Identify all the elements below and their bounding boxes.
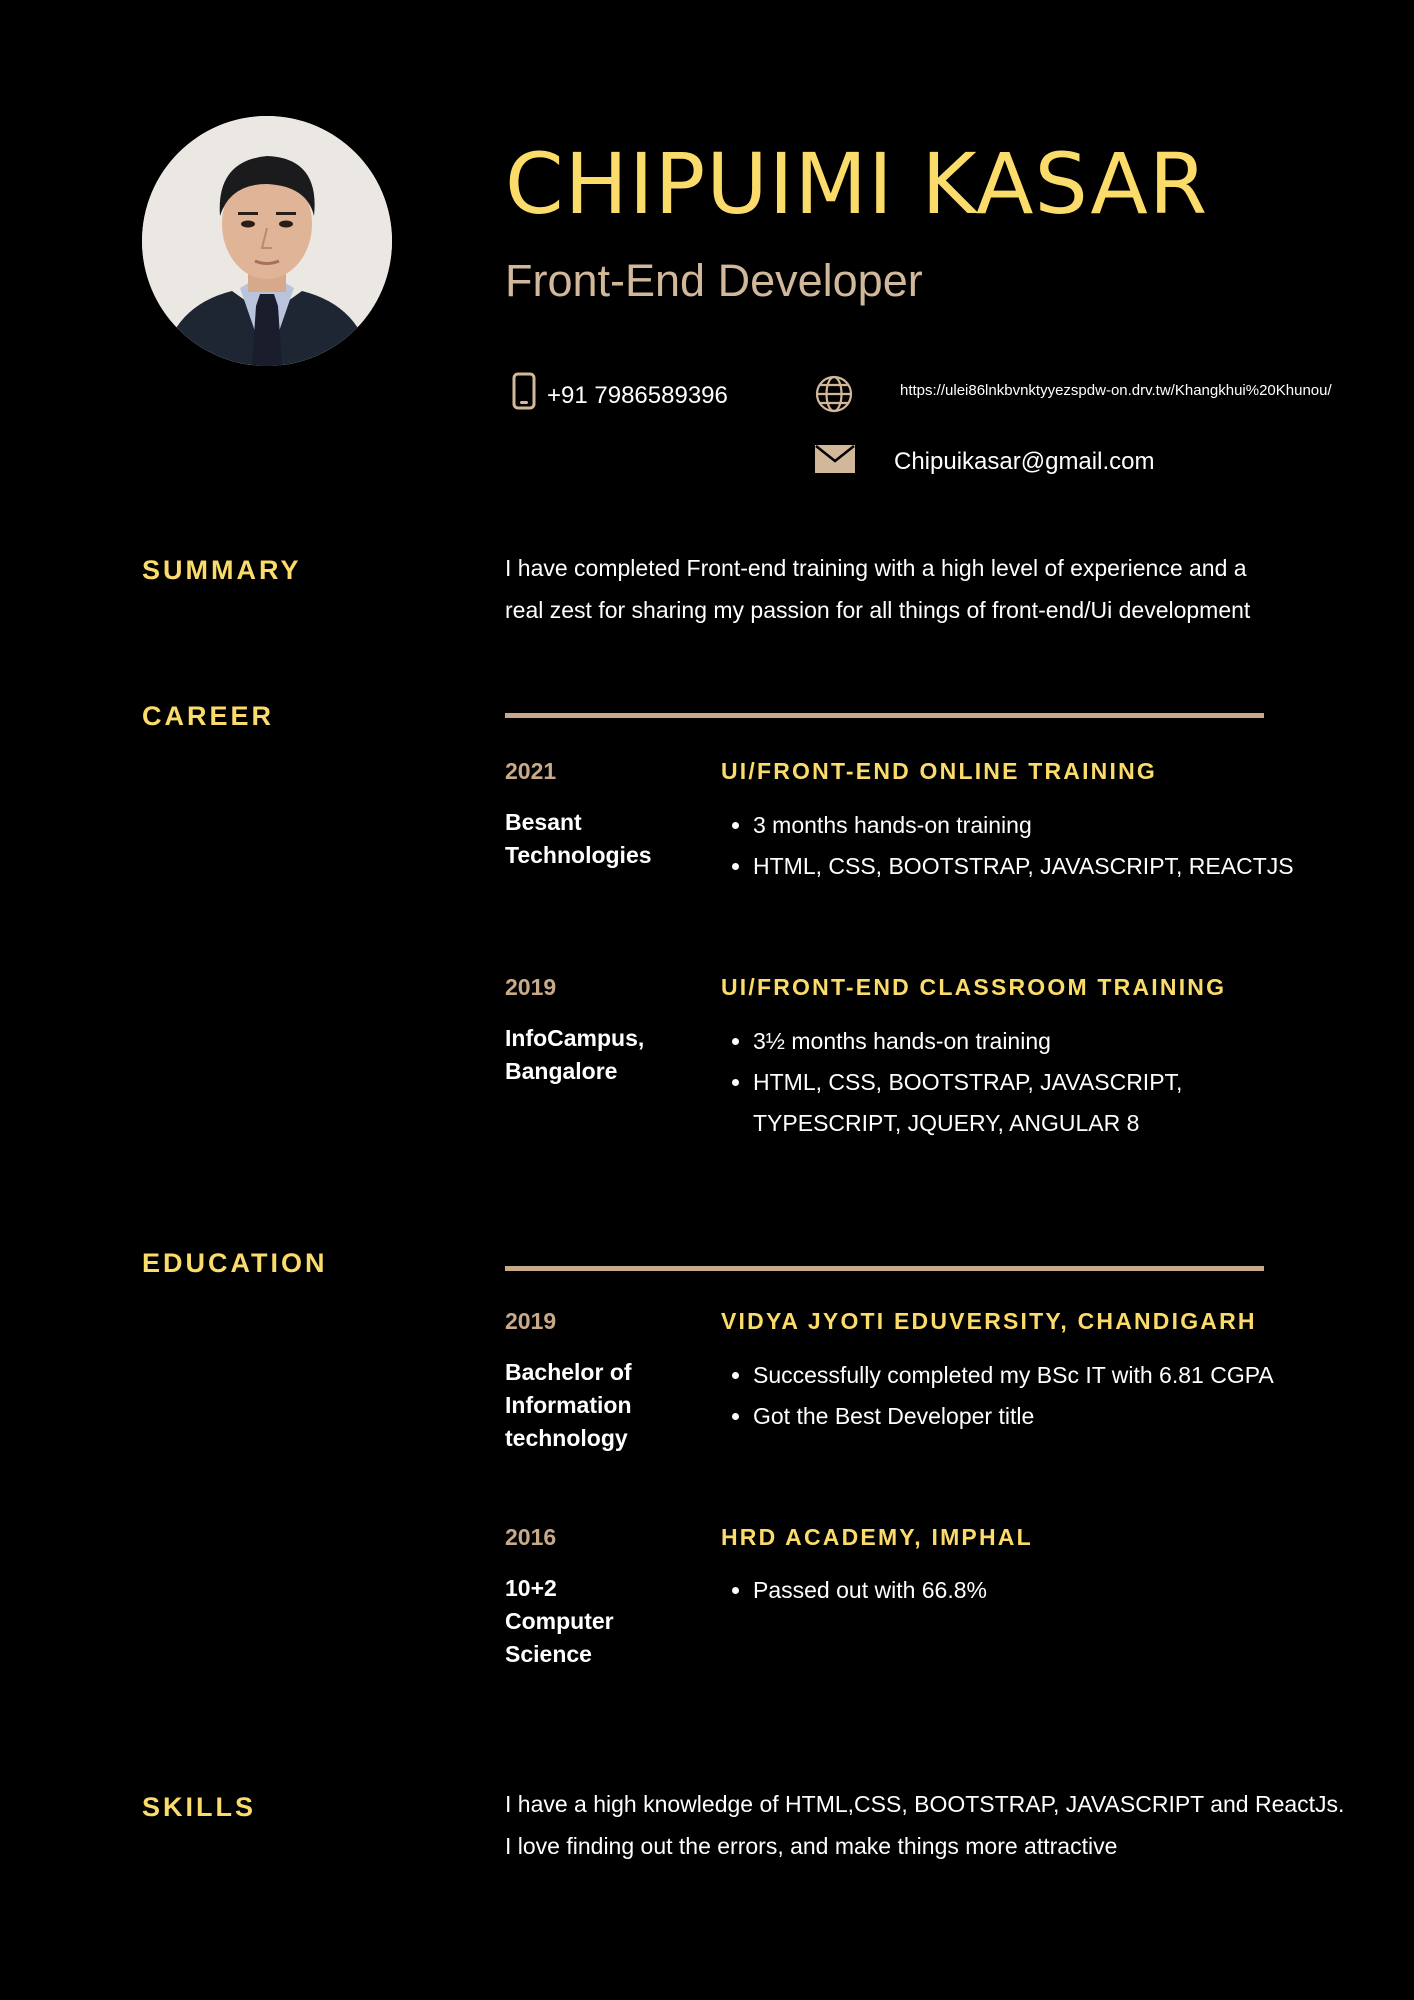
career-year: 2019 [505, 974, 557, 1000]
summary-text [505, 547, 1365, 631]
summary-line: real zest for sharing my passion for all things of front-end/Ui development [505, 597, 1251, 623]
bullet-item: • Got the Best Developer title [753, 1396, 1373, 1437]
skills-line: I love finding out the errors, and make things more attractive [505, 1833, 1118, 1859]
summary-heading: SUMMARY [142, 555, 302, 585]
summary-line: I have completed Front-end training with a high level of experience and a [505, 555, 1247, 581]
mail-icon [815, 445, 855, 478]
skills-text [505, 1783, 1365, 1867]
phone-number[interactable]: +91 7986589396 [547, 382, 728, 409]
education-heading: EDUCATION [142, 1248, 328, 1278]
education-bullets [721, 1570, 1373, 1611]
education-year: 2016 [505, 1524, 557, 1550]
bullet-item: • Passed out with 66.8% [753, 1570, 1373, 1611]
bullet-item: • HTML, CSS, BOOTSTRAP, JAVASCRIPT, REACTJS [753, 846, 1373, 887]
career-bullets [721, 1021, 1213, 1144]
career-year: 2021 [505, 758, 557, 784]
education-bullets [721, 1355, 1373, 1437]
phone-icon [512, 372, 536, 415]
career-institution: Besant Technologies [505, 809, 652, 868]
skills-line: I have a high knowledge of HTML,CSS, BOOTSTRAP, JAVASCRIPT and ReactJs. [505, 1791, 1345, 1817]
email-address[interactable]: Chipuikasar@gmail.com [894, 448, 1155, 475]
career-title: UI/FRONT-END ONLINE TRAINING [721, 758, 1157, 784]
career-title: UI/FRONT-END CLASSROOM TRAINING [721, 974, 1227, 1000]
career-divider [505, 713, 1264, 718]
profile-photo [142, 116, 392, 366]
career-heading: CAREER [142, 701, 275, 731]
globe-icon [814, 374, 854, 419]
candidate-name: CHIPUIMI KASAR [505, 135, 1209, 233]
bullet-item: • 3½ months hands-on training [753, 1021, 1213, 1062]
education-divider [505, 1266, 1264, 1271]
website-link[interactable]: https://ulei86lnkbvnktyyezspdw-on.drv.tw/Khangkhui%20Khunou/ [900, 382, 1332, 399]
career-bullets [721, 805, 1373, 887]
bullet-item: • 3 months hands-on training [753, 805, 1373, 846]
skills-heading: SKILLS [142, 1792, 257, 1822]
education-title: VIDYA JYOTI EDUVERSITY, CHANDIGARH [721, 1308, 1257, 1334]
bullet-item: • Successfully completed my BSc IT with 6.81 CGPA [753, 1355, 1373, 1396]
job-role: Front-End Developer [505, 255, 923, 306]
education-degree: 10+2 Computer Science [505, 1575, 614, 1667]
education-degree: Bachelor of Information technology [505, 1359, 632, 1451]
bullet-item: • HTML, CSS, BOOTSTRAP, JAVASCRIPT, TYPESCRIPT, JQUERY, ANGULAR 8 [753, 1062, 1213, 1144]
education-title: HRD ACADEMY, IMPHAL [721, 1524, 1033, 1550]
career-institution: InfoCampus, Bangalore [505, 1025, 645, 1084]
education-year: 2019 [505, 1308, 557, 1334]
